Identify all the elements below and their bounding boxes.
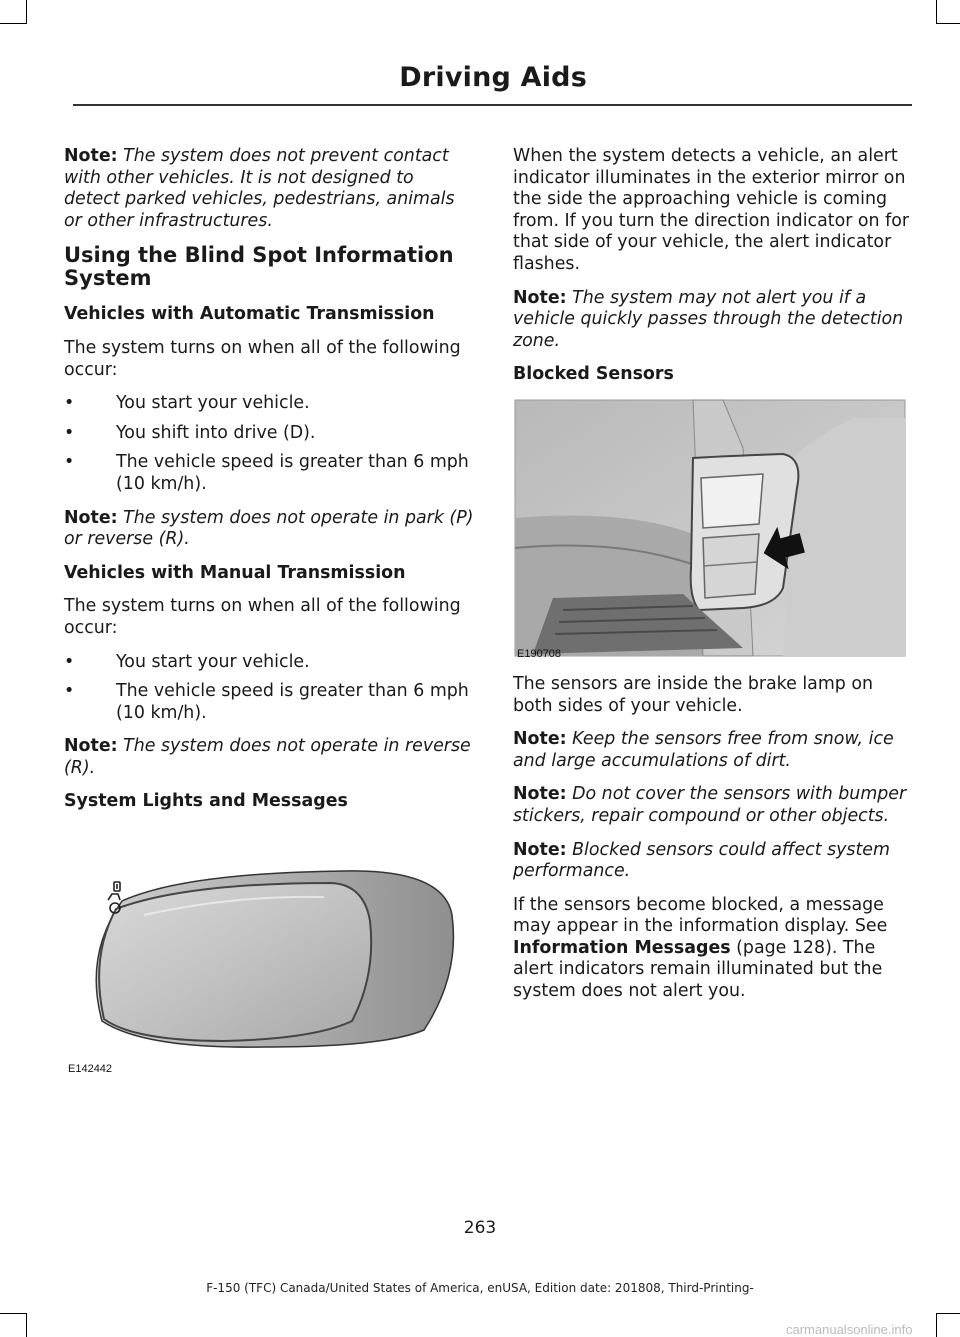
note-text: The system may not alert you if a vehicle quickly passes through the detection zone. [513,287,904,351]
subheading-automatic: Vehicles with Automatic Transmission [64,304,435,325]
page-reference: (page 128). [736,937,838,958]
left-column [64,146,474,1089]
crop-mark [936,1313,960,1314]
note-manual [64,736,474,779]
figure-code: E142442 [68,1063,113,1076]
mirror-figure [64,825,464,1075]
subheading-lights: System Lights and Messages [64,791,348,812]
taillamp-illustration [513,398,907,660]
list-item-text: You shift into drive (D). [116,422,316,443]
bullet-icon: • [64,452,75,473]
intro-manual: The system turns on when all of the following occur: [64,596,461,638]
list-item-text: You start your vehicle. [116,393,310,414]
bullet-icon: • [64,393,75,414]
note-text: The system does not operate in reverse (R). [64,736,471,778]
header-divider [73,104,912,106]
list-item [64,393,474,415]
paragraph-alert: When the system detects a vehicle, an alert indicator illuminates in the exterior mirror on the side the approaching vehicle is coming from. If you turn the direction indicator on for that side of your vehicle, the alert indicator flashes. [513,146,910,274]
intro-automatic: The system turns on when all of the following occur: [64,337,461,380]
note-text: Do not cover the sensors with bumper stickers, repair compound or other objects. [513,784,907,826]
list-item-text: You start your vehicle. [116,651,310,672]
paragraph-text: If the sensors become blocked, a message may appear in the information display. See [513,894,888,937]
figure-code: E190708 [517,647,562,660]
bullet-icon: • [64,651,75,672]
subheading-blocked-sensors: Blocked Sensors [513,364,674,385]
paragraph-blocked-message [513,895,909,1003]
subheading-manual: Vehicles with Manual Transmission [64,562,406,583]
section-heading: Using the Blind Spot Information System [64,243,454,291]
crop-mark [936,0,937,24]
list-item [64,452,474,495]
note-detection-zone [513,288,909,353]
note-text: The system does not operate in park (P) or reverse (R). [64,507,474,550]
watermark: carmanualsonline.info [786,1322,913,1337]
note-label: Note: [64,736,118,757]
edition-footer: F-150 (TFC) Canada/United States of America, enUSA, Edition date: 201808, Third-Printing- [206,1281,754,1295]
paragraph-sensor-location: The sensors are inside the brake lamp on both sides of your vehicle. [513,673,874,716]
list-item-text: The vehicle speed is greater than 6 mph (10 km/h). [116,452,469,494]
crop-mark [26,0,27,24]
note-no-contact [64,146,474,232]
note-text: Blocked sensors could affect system performance. [513,839,890,882]
crop-mark [936,23,960,24]
page-number: 263 [463,1218,497,1238]
note-text: The system does not prevent contact with other vehicles. It is not designed to detect parked vehicles, pedestrians, animals or other infrastructures. [64,146,455,231]
note-blocked-performance [513,840,909,883]
taillamp-figure [513,398,907,660]
note-label: Note: [64,507,118,528]
note-label: Note: [513,784,567,805]
right-column [513,146,909,1003]
list-item [64,423,474,445]
list-item [64,652,474,674]
bullet-icon: • [64,422,75,443]
note-text: Keep the sensors free from snow, ice and large accumulations of dirt. [513,729,894,771]
bullet-icon: • [64,681,75,702]
note-label: Note: [513,287,567,308]
note-label: Note: [513,839,567,860]
crop-mark [0,1313,26,1314]
list-item-text: The vehicle speed is greater than 6 mph (10 km/h). [116,681,469,723]
note-label: Note: [513,729,567,750]
cross-reference-link[interactable]: Information Messages [513,937,731,958]
crop-mark [936,1313,937,1337]
mirror-illustration [64,825,464,1075]
page-title: Driving Aids [399,62,587,93]
crop-mark [0,23,26,24]
list-item [64,681,474,724]
paragraph-text: The alert indicators remain illuminated but the system does not alert you. [513,937,883,1002]
note-label: Note: [64,146,118,166]
crop-mark [26,1313,27,1337]
note-do-not-cover [513,784,909,827]
note-automatic [64,508,474,551]
note-keep-free [513,729,909,772]
